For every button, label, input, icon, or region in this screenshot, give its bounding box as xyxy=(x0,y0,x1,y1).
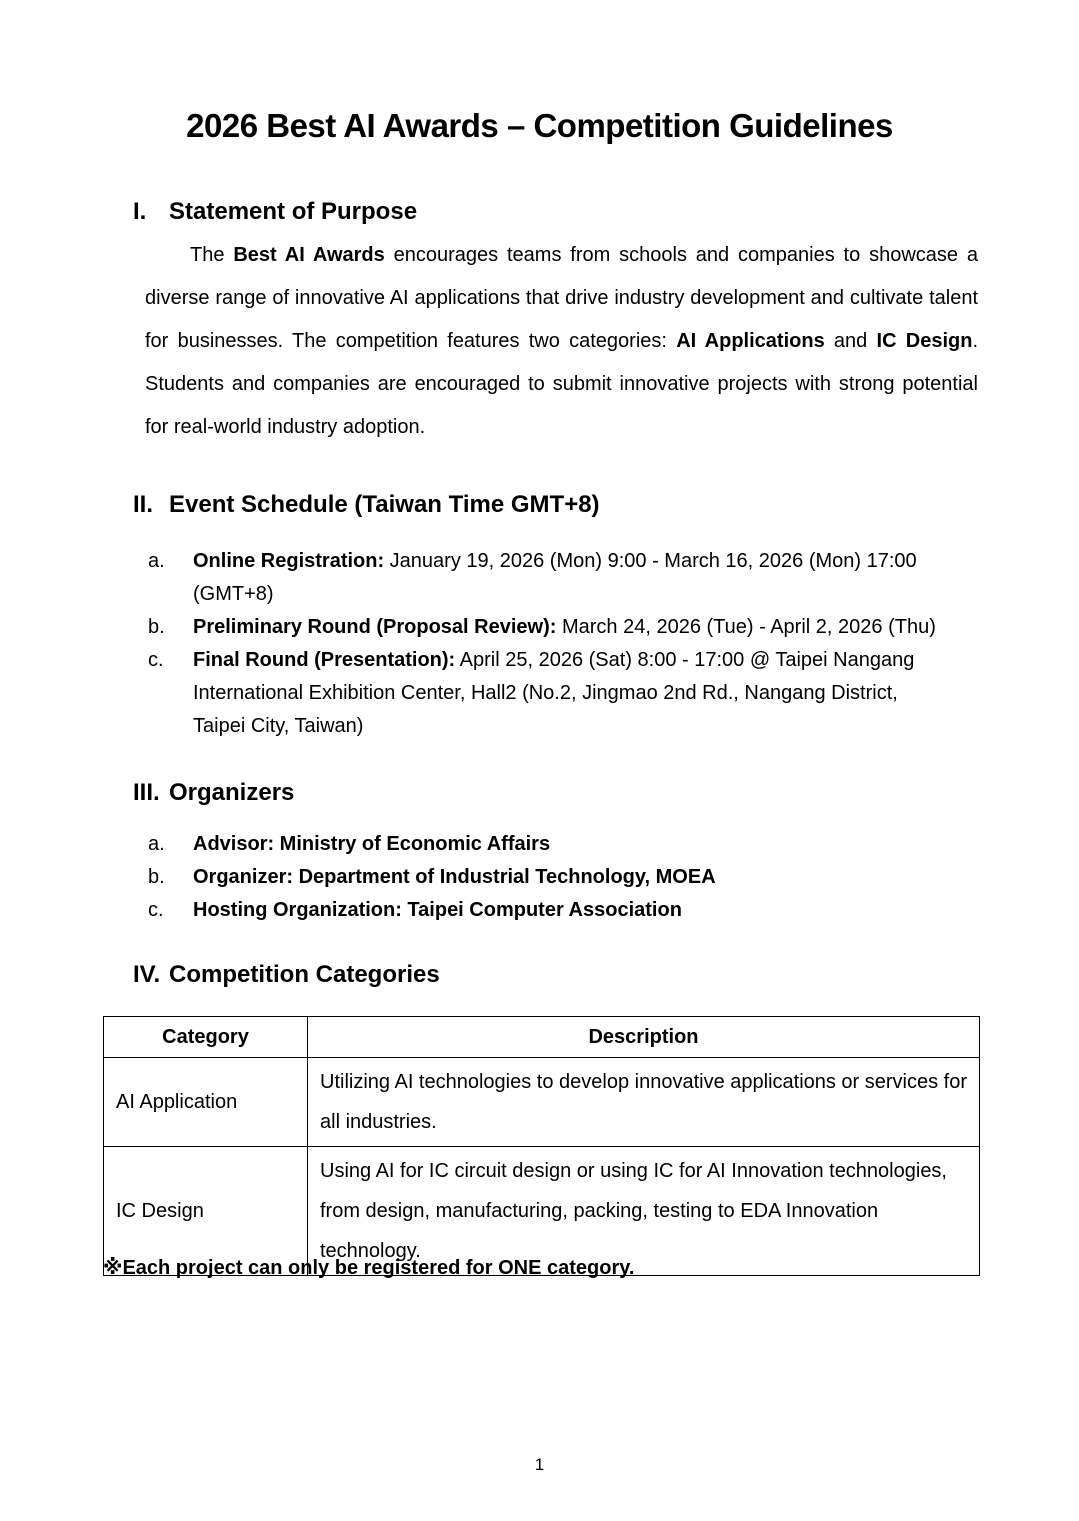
section-heading-competition-categories xyxy=(133,960,440,990)
document-title: 2026 Best AI Awards – Competition Guidelines xyxy=(186,107,893,144)
list-item xyxy=(148,894,953,927)
list-item xyxy=(148,644,953,743)
list-marker: c. xyxy=(148,899,164,921)
section-heading-organizers xyxy=(133,778,294,808)
paragraph-text: and xyxy=(824,330,877,352)
description-cell: Utilizing AI technologies to develop innovative applications or services for all industries. xyxy=(308,1058,980,1147)
section-title: Statement of Purpose xyxy=(169,198,418,225)
section-number: III. xyxy=(133,779,160,806)
category-cell: IC Design xyxy=(104,1147,308,1276)
table-header-category: Category xyxy=(104,1017,308,1058)
description-cell: Using AI for IC circuit design or using IC for AI Innovation technologies, from design, manufacturing, packing, testing to EDA Innovation technology. xyxy=(308,1147,980,1276)
list-marker: b. xyxy=(148,616,165,638)
list-item-text: Online Registration: January 19, 2026 (Mon) 9:00 - March 16, 2026 (Mon) 17:00 (GMT+8) xyxy=(193,550,917,605)
event-schedule-list xyxy=(148,545,953,743)
list-item xyxy=(148,861,953,894)
category-cell: AI Application xyxy=(104,1058,308,1147)
category-restriction-note: ※Each project can only be registered for ONE category. xyxy=(103,1257,635,1279)
section-heading-event-schedule xyxy=(133,490,600,520)
purpose-paragraph xyxy=(145,234,978,449)
paragraph-text: encourages teams from schools and companies to showcase a diverse range of innovative AI applications that drive industry development and cultivate talent for businesses. The competition features two categories: xyxy=(145,244,978,352)
paragraph-text: . Students and companies are encouraged to submit innovative projects with strong potential for real-world industry adoption. xyxy=(145,330,979,438)
categories-table xyxy=(103,1016,980,1276)
section-heading-statement-of-purpose xyxy=(133,197,417,227)
list-marker: a. xyxy=(148,833,165,855)
list-marker: b. xyxy=(148,866,165,888)
section-title: Event Schedule (Taiwan Time GMT+8) xyxy=(169,491,600,518)
list-item xyxy=(148,545,953,611)
section-number: II. xyxy=(133,491,154,518)
list-marker: c. xyxy=(148,649,164,671)
section-title: Organizers xyxy=(169,779,295,806)
list-marker: a. xyxy=(148,550,165,572)
paragraph-bold-text: Best AI Awards xyxy=(233,244,385,266)
list-item xyxy=(148,828,953,861)
table-header-description: Description xyxy=(308,1017,980,1058)
section-number: IV. xyxy=(133,961,161,988)
list-item-text: Advisor: Ministry of Economic Affairs xyxy=(193,833,551,855)
paragraph-text: The xyxy=(190,244,234,266)
organizers-list xyxy=(148,828,953,927)
table-header-row xyxy=(104,1017,980,1058)
list-item xyxy=(148,611,953,644)
section-number: I. xyxy=(133,198,147,225)
paragraph-bold-text: AI Applications xyxy=(676,330,825,352)
list-item-text: Organizer: Department of Industrial Technology, MOEA xyxy=(193,866,716,888)
list-item-text: Hosting Organization: Taipei Computer Association xyxy=(193,899,682,921)
list-item-text: Final Round (Presentation): April 25, 2026 (Sat) 8:00 - 17:00 @ Taipei Nangang International Exhibition Center, Hall2 (No.2, Jingmao 2nd Rd., Nangang District, Taipei City, Taiwan) xyxy=(193,649,915,737)
paragraph-bold-text: IC Design xyxy=(876,330,973,352)
section-title: Competition Categories xyxy=(169,961,440,988)
page-number: 1 xyxy=(534,1455,545,1474)
table-row xyxy=(104,1058,980,1147)
list-item-text: Preliminary Round (Proposal Review): March 24, 2026 (Tue) - April 2, 2026 (Thu) xyxy=(193,616,936,638)
